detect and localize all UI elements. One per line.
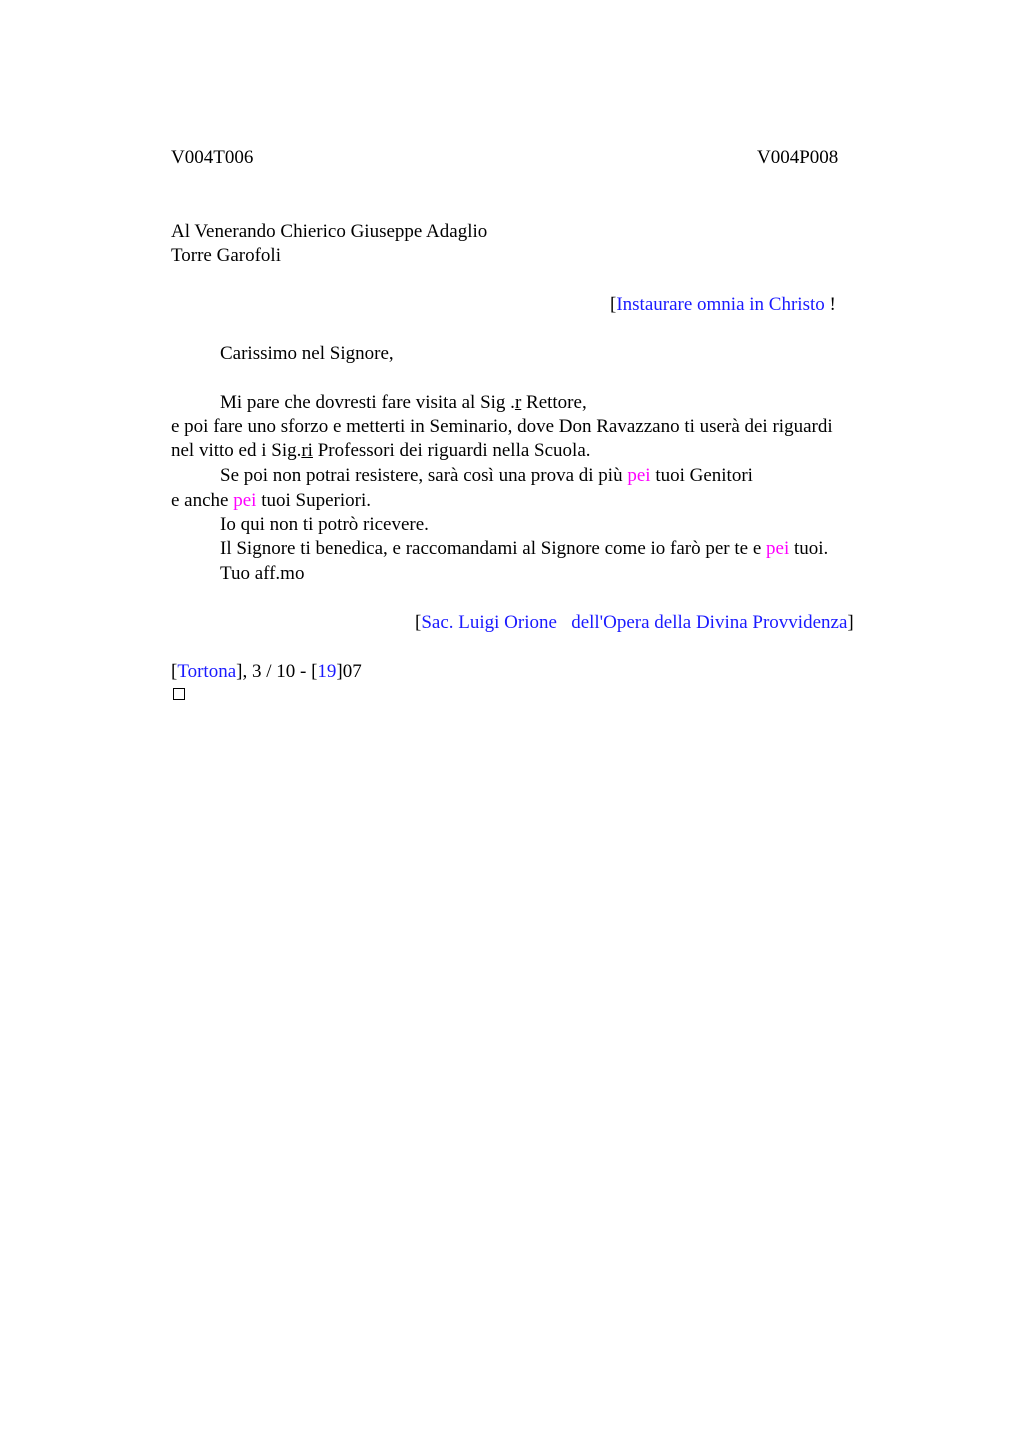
bracket: [ [171,661,178,682]
dateline [171,660,362,684]
signature [415,611,854,635]
body-text: e anche [171,490,234,511]
address-place: Torre Garofoli [171,245,281,266]
body-text: tuoi Genitori [650,465,753,486]
motto-text: Instaurare omnia in Christo [616,294,825,315]
motto-close: ! [824,294,836,315]
bracket: ] [847,612,854,633]
pei-word: pei [766,538,790,559]
body-text: tuoi. [789,538,829,559]
address-recipient: Al Venerando Chierico Giuseppe Adaglio [171,221,488,242]
square-icon [173,688,185,700]
spacer [557,612,571,633]
salutation: Carissimo nel Signore, [220,343,394,364]
body-text: Rettore, [521,392,587,413]
body-text: Se poi non potrai resistere, sarà così una prova di più [220,465,628,486]
body-text: nel vitto ed i Sig. [171,440,302,461]
motto [610,293,836,317]
bracket: [ [415,612,422,633]
abbreviation-superscript: r [514,392,522,413]
dateline-place: Tortona [177,661,237,682]
abbreviation-superscript: ri [301,440,313,461]
document-code-left: V004T006 [171,147,254,168]
motto-open-bracket: [ [610,294,617,315]
body-line [220,464,753,488]
document-code-right: V004P008 [757,147,839,168]
body-line [220,391,587,415]
body-line [220,537,828,561]
body-text: Professori dei riguardi nella Scuola. [312,440,591,461]
body-line [171,439,591,463]
pei-word: pei [627,465,651,486]
signature-name: Sac. Luigi Orione [421,612,557,633]
body-text: tuoi Superiori. [256,490,371,511]
pei-word: pei [233,490,257,511]
body-text: Il Signore ti benedica, e raccomandami al Signore come io farò per te e [220,538,767,559]
dateline-year: ]07 [336,661,362,682]
body-line: e poi fare uno sforzo e metterti in Seminario, dove Don Ravazzano ti userà dei riguardi [171,416,833,437]
body-text: Mi pare che dovresti fare visita al Sig . [220,392,515,413]
body-line: Io qui non ti potrò ricevere. [220,514,429,535]
dateline-date: ], 3 / 10 - [ [236,661,318,682]
body-line [171,489,371,513]
signature-org: dell'Opera della Divina Provvidenza [571,612,848,633]
dateline-century: 19 [317,661,337,682]
closing: Tuo aff.mo [220,563,305,584]
